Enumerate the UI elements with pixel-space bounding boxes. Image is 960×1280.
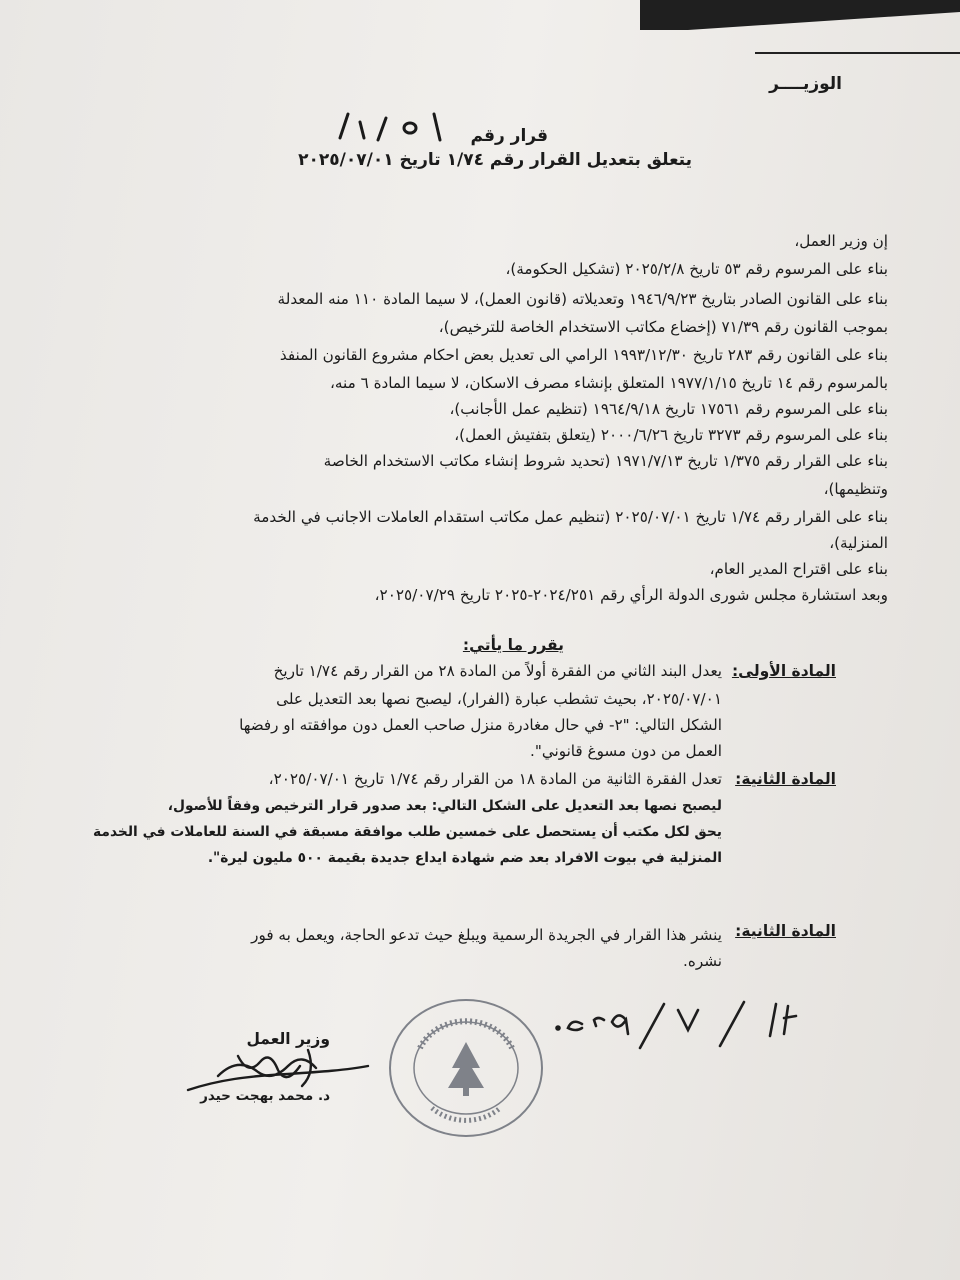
minister-heading: الوزيــــر [769, 74, 842, 94]
preamble-line: بناء على القانون الصادر بتاريخ ١٩٤٦/٩/٢٣ وتعديلاته (قانون العمل)، لا سيما المادة ١١٠ منه المعدلة [277, 290, 888, 308]
article-3-line: ينشر هذا القرار في الجريدة الرسمية ويبلغ حيث تدعو الحاجة، ويعمل به فور [251, 926, 722, 944]
preamble-line: إن وزير العمل، [794, 232, 888, 250]
preamble-line: بناء على القانون رقم ٢٨٣ تاريخ ١٩٩٣/١٢/٣٠ الرامي الى تعديل بعض احكام مشروع القانون المنفذ [279, 346, 888, 364]
handwritten-date [548, 990, 808, 1060]
preamble-line: بناء على اقتراح المدير العام، [709, 560, 888, 578]
ruling-heading: يقرر ما يأتي: [462, 636, 564, 654]
preamble-line: بناء على المرسوم رقم ٣٢٧٣ تاريخ ٢٠٠٠/٦/٢٦ (يتعلق بتفتيش العمل)، [454, 426, 888, 444]
preamble-line: وبعد استشارة مجلس شورى الدولة الرأي رقم ٢٠٢٤/٢٥١-٢٠٢٥ تاريخ ٢٠٢٥/٠٧/٢٩، [374, 586, 888, 604]
letterhead-rule [755, 52, 960, 54]
preamble-line: بناء على المرسوم رقم ١٧٥٦١ تاريخ ١٩٦٤/٩/١٨ (تنظيم عمل الأجانب)، [449, 400, 888, 418]
article-1-line: الشكل التالي: "٢- في حال مغادرة منزل صاحب العمل دون موافقته او رفضها [239, 716, 722, 734]
article-1-label: المادة الأولى: [731, 662, 836, 680]
preamble-line: المنزلية)، [829, 534, 888, 552]
article-1-line: العمل من دون مسوغ قانوني". [530, 742, 722, 760]
preamble-line: بناء على القرار رقم ١/٧٤ تاريخ ٢٠٢٥/٠٧/٠١ (تنظيم عمل مكاتب استقدام العاملات الاجانب في الخدمة [253, 508, 888, 526]
preamble-line: بناء على المرسوم رقم ٥٣ تاريخ ٢٠٢٥/٢/٨ (تشكيل الحكومة)، [505, 260, 888, 278]
article-2-label: المادة الثانية: [735, 770, 836, 788]
subject-line: يتعلق بتعديل القرار رقم ١/٧٤ تاريخ ٢٠٢٥/٠٧/٠١ [298, 150, 692, 170]
article-2-line: المنزلية في بيوت الافراد بعد ضم شهادة ايداع جديدة بقيمة ٥٠٠ مليون ليرة". [207, 850, 722, 866]
article-3-line: نشره. [683, 952, 722, 970]
article-2-line: يحق لكل مكتب أن يستحصل على خمسين طلب موافقة مسبقة في السنة للعاملات في الخدمة [93, 824, 722, 840]
article-1-line: يعدل البند الثاني من الفقرة أولاً من المادة ٢٨ من القرار رقم ١/٧٤ تاريخ [273, 662, 722, 680]
letterhead-mark [640, 0, 960, 30]
preamble-line: بناء على القرار رقم ١/٣٧٥ تاريخ ١٩٧١/٧/١٣ (تحديد شروط إنشاء مكاتب الاستخدام الخاصة [323, 452, 888, 470]
decision-number-label: قرار رقم [470, 126, 548, 146]
preamble-line: بموجب القانون رقم ٧١/٣٩ (إخضاع مكاتب الاستخدام الخاصة للترخيص)، [438, 318, 888, 336]
article-2-line: تعدل الفقرة الثانية من المادة ١٨ من القرار رقم ١/٧٤ تاريخ ٢٠٢٥/٠٧/٠١، [268, 770, 722, 788]
decision-number-handwritten [330, 108, 460, 150]
article-3-label: المادة الثانية: [735, 922, 836, 940]
ministry-seal [386, 996, 546, 1140]
article-2-line: ليصبح نصها بعد التعديل على الشكل التالي: بعد صدور قرار الترخيص وفقاً للأصول، [167, 798, 722, 814]
signatory-title: وزير العمل [246, 1030, 330, 1048]
article-1-line: ٢٠٢٥/٠٧/٠١، بحيث تشطب عبارة (الفرار)، ليصبح نصها بعد التعديل على [276, 690, 722, 708]
signatory-name: د. محمد بهجت حيدر [200, 1088, 330, 1104]
preamble-line: وتنظيمها)، [823, 480, 888, 498]
preamble-line: بالمرسوم رقم ١٤ تاريخ ١٩٧٧/١/١٥ المتعلق بإنشاء مصرف الاسكان، لا سيما المادة ٦ منه، [329, 374, 888, 392]
